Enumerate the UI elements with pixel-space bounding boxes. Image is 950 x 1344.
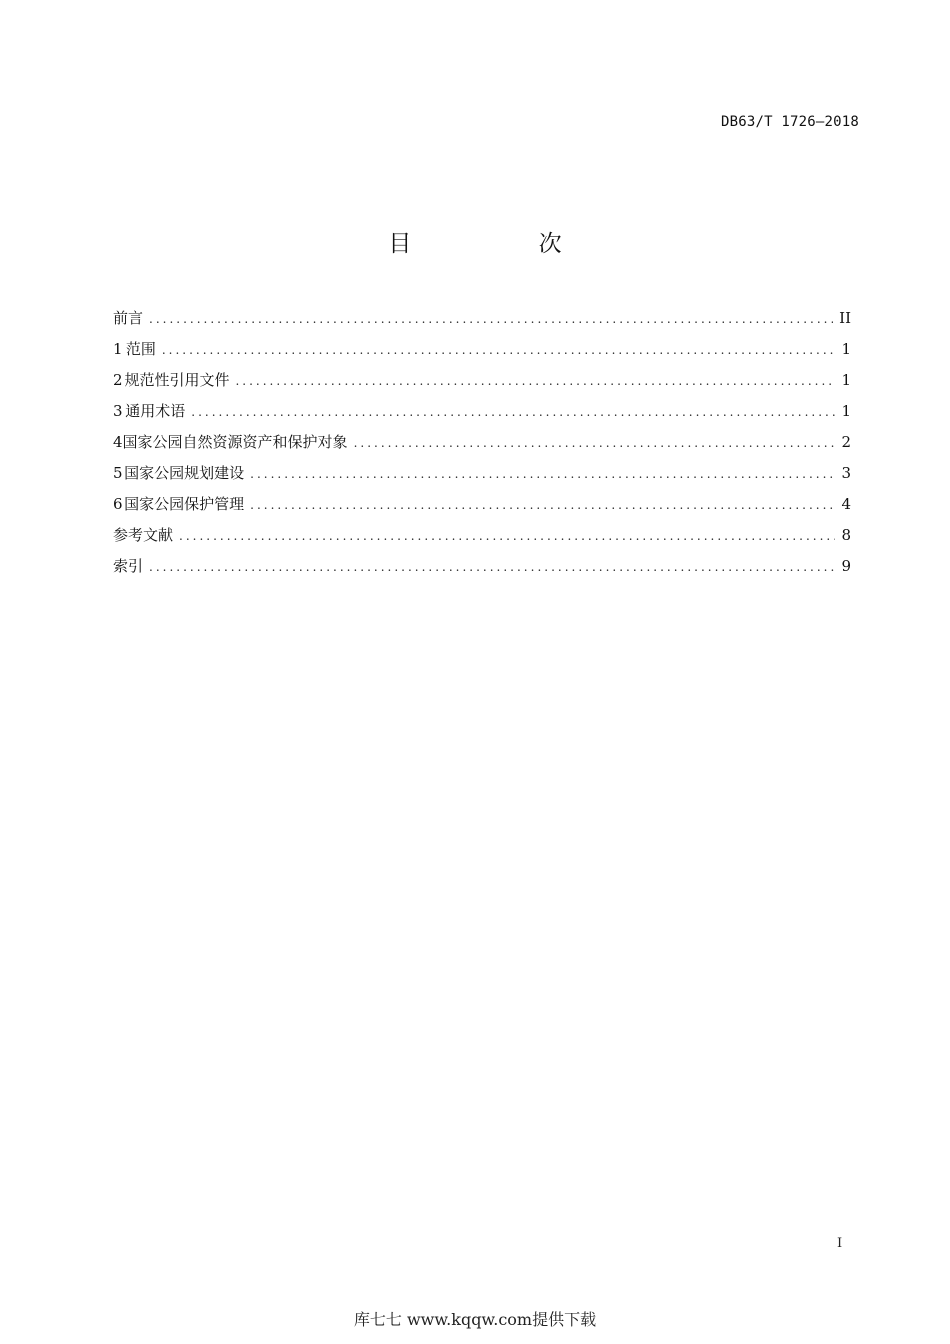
toc-entry-page: 1 <box>841 402 851 420</box>
page-title: 目 次 <box>388 231 622 257</box>
document-code: DB63/T 1726—2018 <box>720 114 859 130</box>
toc-entry-label: 规范性引用文件 <box>124 371 230 389</box>
toc-entry-label: 国家公园保护管理 <box>124 495 245 513</box>
toc-entry-page: 8 <box>841 526 851 544</box>
toc-entry-label: 国家公园规划建设 <box>124 464 245 482</box>
toc-entry-resources[interactable] <box>113 430 851 461</box>
toc-entry-management[interactable] <box>113 492 851 523</box>
toc-entry-label: 范围 <box>125 340 156 358</box>
toc-entry-page: 2 <box>841 433 851 451</box>
footer-watermark: 库七七 www.kqqw.com提供下载 <box>353 1310 597 1329</box>
toc-entry-scope[interactable] <box>113 337 851 368</box>
table-of-contents <box>113 306 851 585</box>
toc-entry-page: 1 <box>841 371 851 389</box>
toc-leader-dots <box>250 462 835 486</box>
toc-entry-number: 5 <box>113 464 123 482</box>
toc-entry-index[interactable] <box>113 554 851 585</box>
toc-entry-preface[interactable] <box>113 306 851 337</box>
toc-entry-terms[interactable] <box>113 399 851 430</box>
toc-leader-dots <box>162 338 835 362</box>
toc-entry-number: 6 <box>113 495 123 513</box>
toc-leader-dots <box>250 493 835 517</box>
toc-entry-number: 3 <box>113 402 123 420</box>
toc-entry-page: 1 <box>841 340 851 358</box>
toc-leader-dots <box>149 307 833 331</box>
toc-entry-normative-references[interactable] <box>113 368 851 399</box>
toc-leader-dots <box>191 400 835 424</box>
toc-leader-dots <box>179 524 835 548</box>
toc-entry-label: 参考文献 <box>113 526 174 544</box>
toc-entry-bibliography[interactable] <box>113 523 851 554</box>
toc-entry-page: 4 <box>841 495 851 513</box>
toc-entry-label: 通用术语 <box>125 402 186 420</box>
toc-entry-label: 前言 <box>113 309 144 327</box>
toc-leader-dots <box>354 431 835 455</box>
toc-entry-planning[interactable] <box>113 461 851 492</box>
toc-entry-number: 1 <box>113 340 123 358</box>
toc-entry-page: II <box>839 309 851 327</box>
toc-entry-page: 3 <box>841 464 851 482</box>
toc-entry-page: 9 <box>841 557 851 575</box>
toc-leader-dots <box>149 555 835 579</box>
toc-entry-label: 索引 <box>113 557 144 575</box>
toc-entry-number: 2 <box>113 371 123 389</box>
toc-leader-dots <box>235 369 835 393</box>
toc-entry-label: 国家公园自然资源资产和保护对象 <box>122 433 348 451</box>
toc-entry-number: 4 <box>113 433 123 451</box>
page-number: I <box>837 1236 843 1251</box>
